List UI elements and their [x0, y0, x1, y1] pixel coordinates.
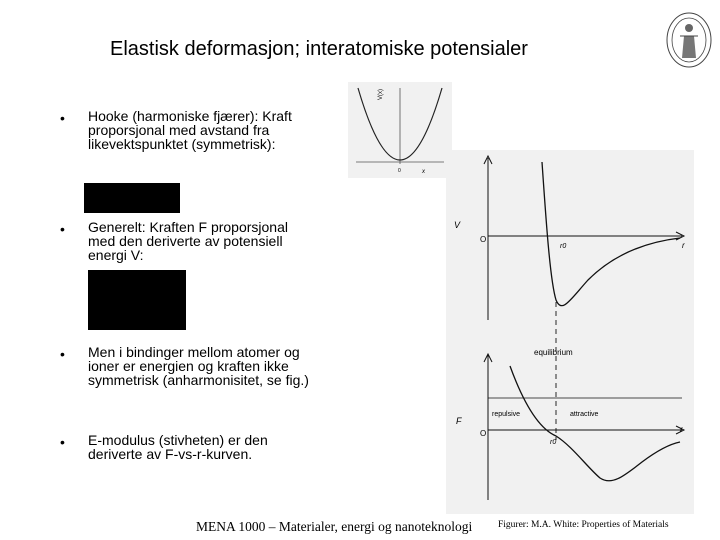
redacted-equation-2 [88, 270, 186, 330]
upper-origin-label: O [480, 235, 487, 244]
bullet-marker-3: • [60, 346, 65, 362]
bullet-4-line-1: E-modulus (stivheten) er den [88, 432, 268, 448]
bullet-marker-2: • [60, 221, 65, 237]
bullet-4-line-2: deriverte av F-vs-r-kurven. [88, 446, 253, 462]
bullet-1-line-3: likevektspunktet (symmetrisk): [88, 136, 276, 152]
lower-r0-label: r0 [550, 439, 557, 446]
lower-origin-label: O [480, 429, 487, 438]
repulsive-label: repulsive [492, 411, 521, 418]
bullet-1-line-2: proporsjonal med avstand fra [88, 122, 270, 138]
bullet-1-line-1: Hooke (harmoniske fjærer): Kraft [88, 108, 292, 124]
main-figure-background [446, 150, 694, 514]
attractive-label: attractive [570, 411, 599, 418]
upper-r-label: r [682, 241, 685, 250]
v-axis-label: V [454, 220, 461, 230]
harmonic-ylabel: V(x) [378, 89, 384, 100]
f-axis-label: F [456, 416, 462, 426]
bullet-3-line-3: symmetrisk (anharmonisitet, se fig.) [88, 372, 309, 388]
equilibrium-label: equilibrium [534, 348, 573, 357]
harmonic-potential-figure [348, 82, 452, 178]
upper-r0-label: r0 [560, 243, 567, 250]
bullet-text-3 [88, 345, 358, 387]
bullet-text-4 [88, 433, 358, 461]
bullet-2-line-3: energi V: [88, 247, 144, 263]
bullet-marker-4: • [60, 434, 65, 450]
harmonic-xlabel: x [422, 169, 425, 175]
slide-footer: MENA 1000 – Materialer, energi og nanoteknologi [196, 519, 473, 534]
bullet-2-line-1: Generelt: Kraften F proporsjonal [88, 219, 288, 235]
redacted-equation-1 [84, 183, 180, 213]
harmonic-origin-label: 0 [398, 168, 401, 174]
university-seal-logo [664, 10, 714, 70]
bullet-2-line-2: med den deriverte av potensiell [88, 233, 283, 249]
figure-credit: Figurer: M.A. White: Properties of Materials [498, 520, 669, 530]
potential-force-figure [446, 150, 694, 514]
bullet-text-2 [88, 220, 358, 262]
bullet-3-line-2: ioner er energien og kraften ikke [88, 358, 289, 374]
lower-r-label: r [680, 425, 683, 434]
bullet-text-1 [88, 109, 358, 151]
bullet-3-line-1: Men i bindinger mellom atomer og [88, 344, 300, 360]
slide-title: Elastisk deformasjon; interatomiske potensialer [110, 38, 528, 60]
bullet-marker-1: • [60, 110, 65, 126]
